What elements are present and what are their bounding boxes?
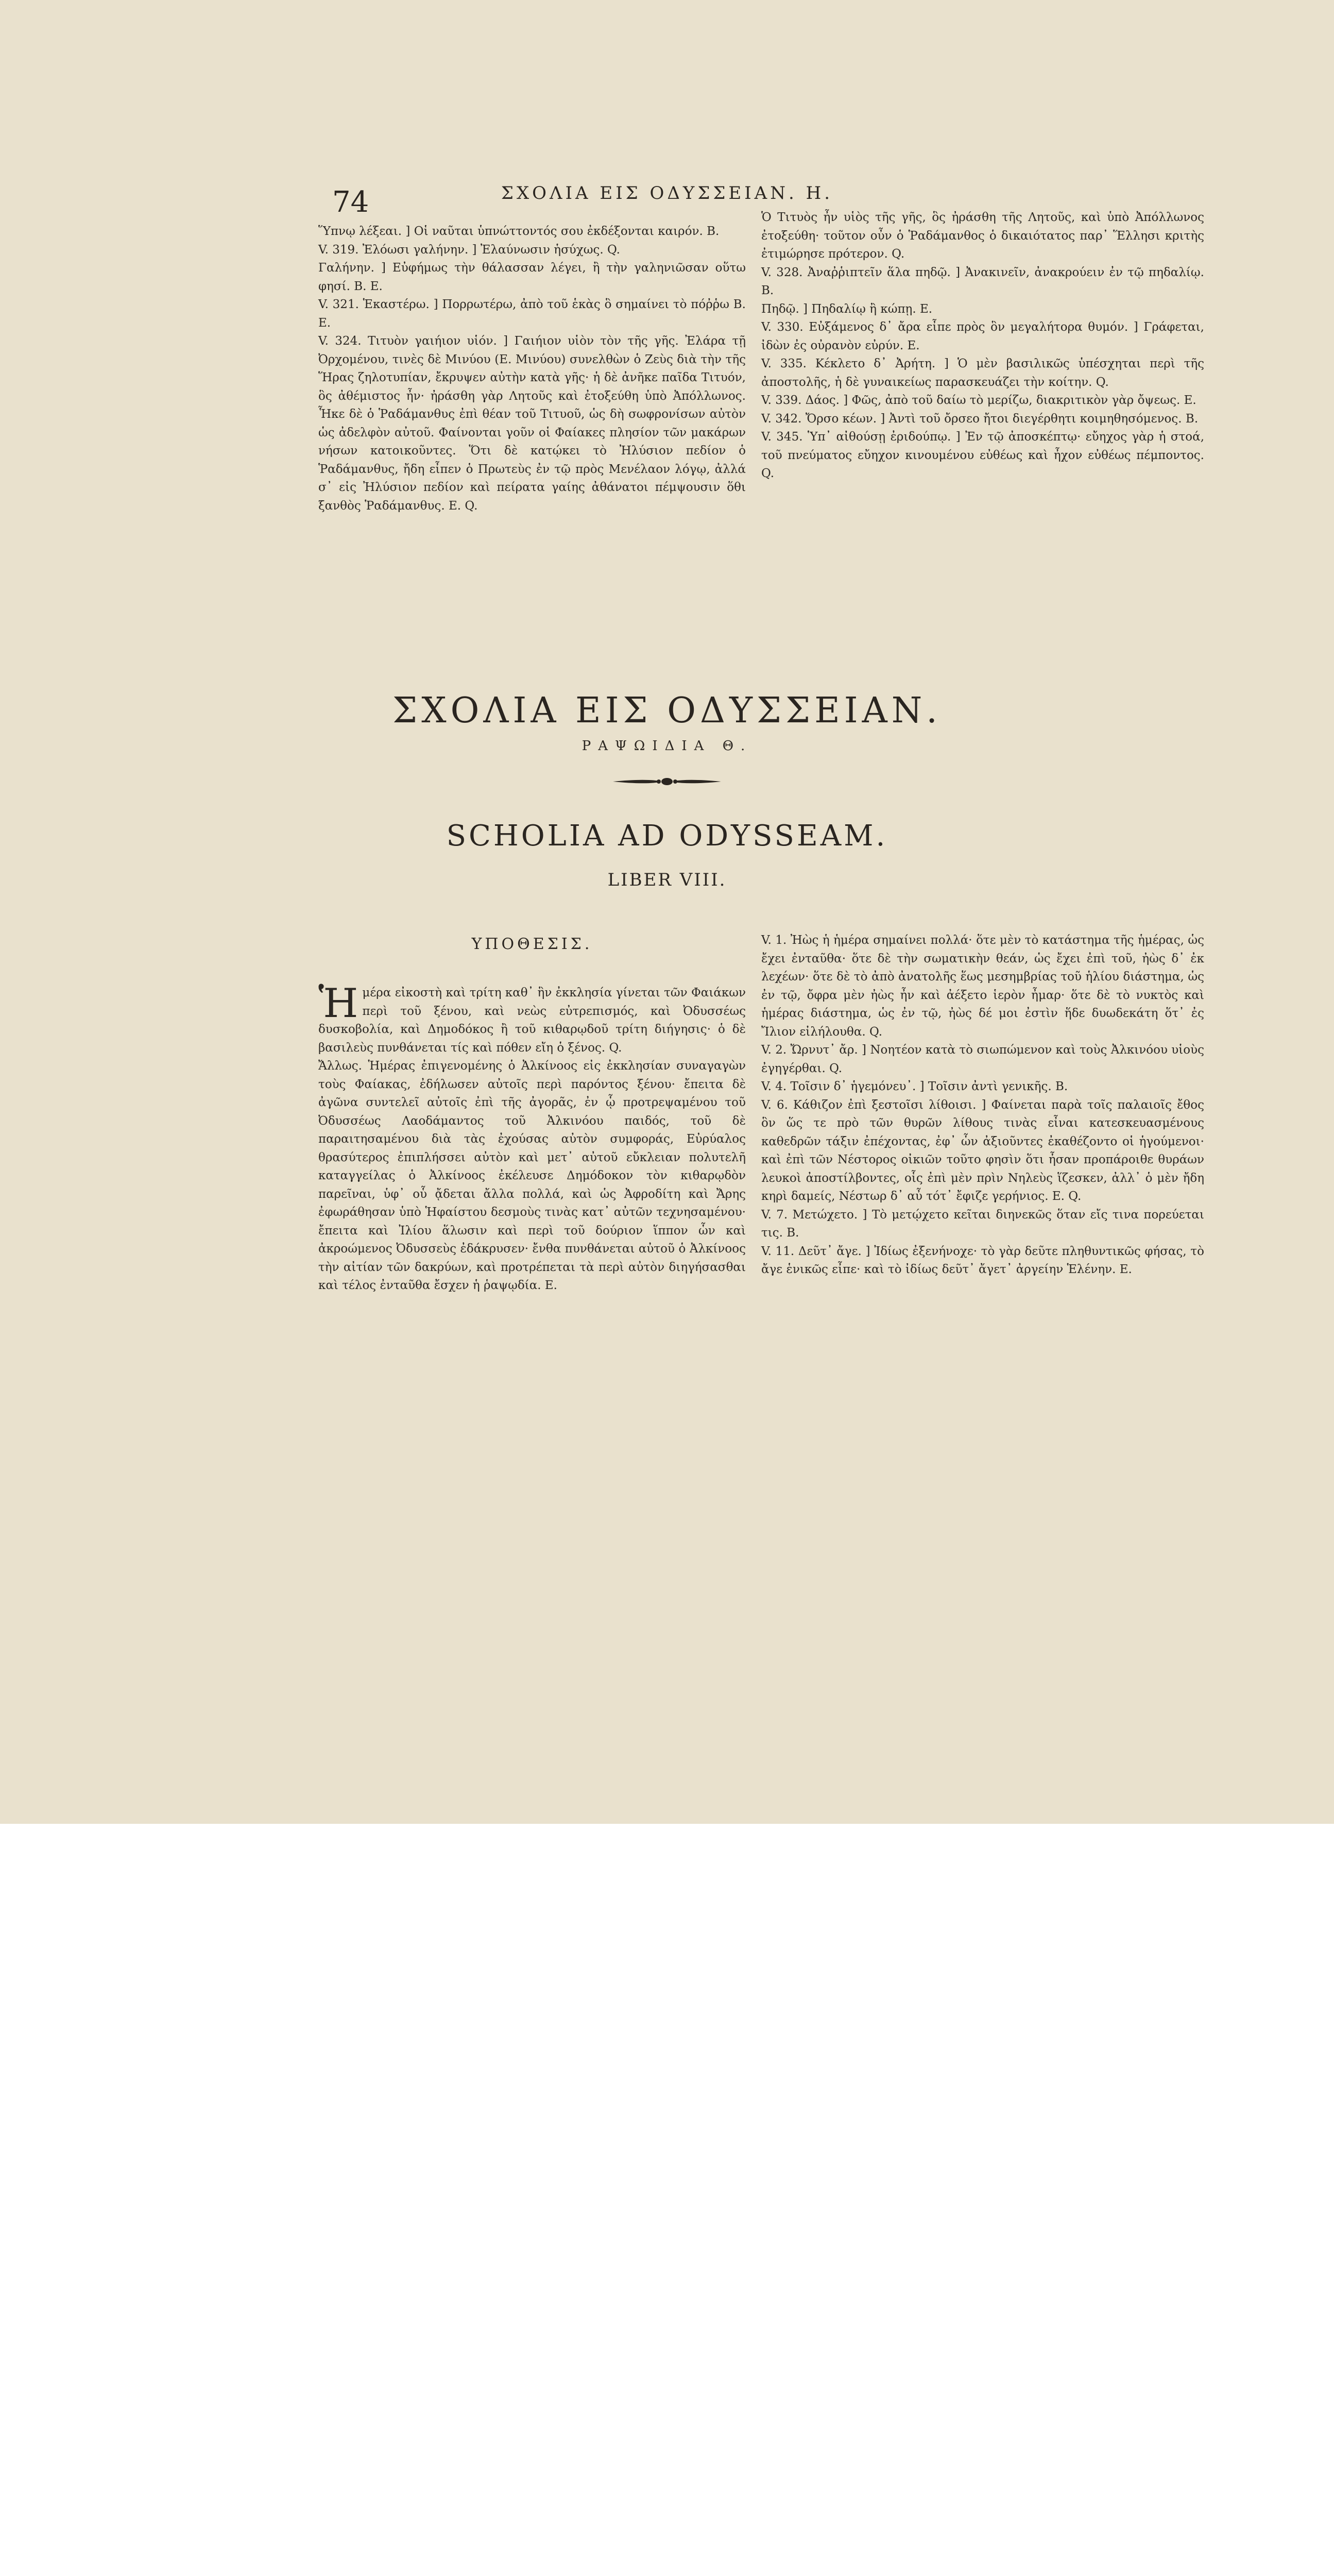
scholion: V. 1. Ἠὼς ἡ ἡμέρα σημαίνει πολλά· ὅτε μὲν τὸ κατάστημα τῆς ἡμέρας, ὡς ἔχει ἐνταῦθα· ὅτε δὲ τὴν σωματικὴν θεάν, ὡς ἔχει ἐπὶ τοῦ, ἠὼς δ᾽ ἐκ λεχέων· ὅτε δὲ τὸ ἀπὸ ἀνατολῆς ἕως μεσημβρίας τοῦ ἡλίου διάστημα, ὡς ἐν τῷ, ὄφρα μὲν ἠὼς ἦν καὶ ἀέξετο ἱερὸν ἦμαρ· ὅτε δὲ τὸ νυκτὸς καὶ ἡμέρας διάστημα, ὡς ἐν τῷ, ἠὼς δέ μοι ἐστὶν ἥδε δυωδεκάτη ὅτ᾽ ἐς Ἴλιον εἰλήλουθα. Q. (761, 934, 1204, 1039)
scholion: V. 342. Ὄρσο κέων. ] Ἀντὶ τοῦ ὄρσεο ἤτοι διεγέρθητι κοιμηθησόμενος. Β. (761, 412, 1199, 426)
scholion: V. 321. Ἑκαστέρω. ] Πορρωτέρω, ἀπὸ τοῦ ἑκὰς ὃ σημαίνει τὸ πόῤῥω Β. Ε. (318, 298, 746, 330)
hypothesis-text: Ἡμέρα εἰκοστὴ καὶ τρίτη καθ᾽ ἣν ἐκκλησία γίνεται τῶν Φαιάκων περὶ τοῦ ξένου, καὶ νεὼς εὐτρεπισμός, καὶ Ὀδυσσέως δυσκοβολία, καὶ Δημοδόκος ἢ τοῦ κιθαρῳδοῦ τρίτη διήγησις· ὁ δὲ βασιλεὺς πυνθάνεται τίς καὶ πόθεν εἴη ὁ ξένος. Q. (318, 980, 746, 1055)
page-number: 74 (332, 185, 369, 219)
scholion: Ὕπνῳ λέξεαι. ] Οἱ ναῦται ὑπνώττοντός σου ἐκδέξονται καιρόν. Β. (318, 225, 720, 238)
section-latin-subtitle: LIBER VIII. (607, 870, 727, 890)
scholion: V. 2. Ὤρνυτ᾽ ἄρ. ] Νοητέον κατὰ τὸ σιωπώμενον καὶ τοὺς Ἀλκινόου υἱοὺς ἐγηγέρθαι. Q. (761, 1043, 1204, 1075)
scholion: V. 6. Κάθιζον ἐπὶ ξεστοῖσι λίθοισι. ] Φαίνεται παρὰ τοῖς παλαιοῖς ἔθος ὃν ὥς τε πρὸ τῶν θυρῶν λίθους τινὰς εἶναι κατεσκευασμένους καθεδρῶν τάξιν ἐπέχοντας, ἐφ᾽ ὧν ἀξιοῦντες ἐκαθέζοντο οἱ ἡγούμενοι· καὶ ἐπὶ τῶν Νέστορος οἰκιῶν τοῦτο φησὶν ὅτι ἦσαν προπάροιθε θυράων λευκοὶ ἀποστίλβοντες, οἷς ἐπὶ μὲν πρὶν Νηλεὺς ἵζεσκεν, ἀλλ᾽ ὁ μὲν ἤδη κηρὶ δαμείς, Νέστωρ δ᾽ αὖ τότ᾽ ἔφιζε γερήνιος. Ε. Q. (761, 1098, 1204, 1203)
scholion: V. 330. Εὐξάμενος δ᾽ ἄρα εἶπε πρὸς ὃν μεγαλήτορα θυμόν. ] Γράφεται, ἰδὼν ἐς οὐρανὸν εὐρύν. Ε. (761, 320, 1204, 352)
scholion: V. 339. Δάος. ] Φῶς, ἀπὸ τοῦ δαίω τὸ μερίζω, διακριτικὸν γὰρ ὄψεως. Ε. (761, 394, 1196, 407)
hypothesis-heading: ΥΠΟΘΕΣΙΣ. (471, 935, 593, 953)
ornament-rule (613, 774, 721, 789)
section-latin-title: SCHOLIA AD ODYSSEAM. (446, 819, 888, 853)
scholion: V. 319. Ἐλόωσι γαλήνην. ] Ἐλαύνωσιν ἡσύχως. Q. (318, 243, 620, 257)
bottom-left-column (318, 980, 746, 1295)
running-head: ΣΧΟΛΙΑ ΕΙΣ ΟΔΥΣΣΕΙΑΝ. Η. (501, 183, 833, 204)
scholion: V. 4. Τοῖσιν δ᾽ ἡγεμόνευ᾽. ] Τοῖσιν ἀντὶ γενικῆς. Β. (761, 1080, 1068, 1093)
section-greek-title: ΣΧΟΛΙΑ ΕΙΣ ΟΔΥΣΣΕΙΑΝ. (392, 690, 942, 731)
scholion: V. 324. Τιτυὸν γαιήιον υἱόν. ] Γαιήιον υἱὸν τὸν τῆς γῆς. Ἐλάρα τῇ Ὀρχομένου, τινὲς δὲ Μινύου (Ε. Μινύου) συνελθὼν ὁ Ζεὺς διὰ τὴν τῆς Ἥρας ζηλοτυπίαν, ἔκρυψεν αὐτὴν κατὰ γῆς· ἡ δὲ ἀνῆκε παῖδα Τιτυόν, ὃς ἀθέμιστος ἦν· ἠράσθη γὰρ Λητοῦς καὶ ἐτοξεύθη ὑπὸ Ἀπόλλωνος. Ἧκε δὲ ὁ Ῥαδάμανθυς ἐπὶ θέαν τοῦ Τιτυοῦ, ὡς δὴ σωφρονίσων αὐτὸν ὡς ἀδελφὸν αὐτοῦ. Φαίνονται γοῦν οἱ Φαίακες πλησίον τῶν μακάρων νήσων κατοικοῦντες. Ὅτι δὲ κατῴκει τὸ Ἠλύσιον πεδίον ὁ Ῥαδάμανθυς, ἤδη εἶπεν ὁ Πρωτεὺς ἐν τῷ πρὸς Μενέλαον λόγῳ, ἀλλά σ᾽ εἰς Ἠλύσιον πεδίον καὶ πείρατα γαίης ἀθάνατοι πέμψουσιν ὅθι ξανθὸς Ῥαδάμανθυς. Ε. Q. (318, 334, 746, 513)
hypothesis-text-alt: Ἄλλως. Ἡμέρας ἐπιγενομένης ὁ Ἀλκίνοος εἰς ἐκκλησίαν συναγαγὼν τοὺς Φαίακας, ἐδήλωσεν αὐτοῖς περὶ παρόντος ξένου· ἔπειτα δὲ ἀγῶνα συντελεῖ αὐτοῖς ἐπὶ τῆς ἀγορᾶς, ἐν ᾧ προτρεψαμένου τοῦ Ὀδυσσέως Λαοδάμαντος τοῦ Ἀλκινόου παιδός, τοῦ δὲ παραιτησαμένου διὰ τὰς ἐχούσας αὐτὸν συμφοράς, Εὐρύαλος θρασύτερος ἐπιπλήσσει αὐτὸν καὶ μετ᾽ αὐτοῦ εὔκλειαν πολυτελῆ καταγγείλας ὁ Ἀλκίνοος ἐκέλευσε Δημόδοκον τὸν κιθαρῳδὸν παρεῖναι, ὑφ᾽ οὗ ᾄδεται ἄλλα πολλά, καὶ ὡς Ἀφροδίτη καὶ Ἄρης ἐφωράθησαν ὑπὸ Ἡφαίστου δεσμοὺς τινὰς κατ᾽ αὐτῶν τεχνησαμένου· ἔπειτα καὶ Ἰλίου ἅλωσιν καὶ περὶ τοῦ δούριον ἵππον ὧν καὶ ἀκροώμενος Ὀδυσσεὺς ἐδάκρυσεν· ἔνθα πυνθάνεται αὐτοῦ ὁ Ἀλκίνοος τὴν αἰτίαν τῶν δακρύων, καὶ προτρέπεται τὰ περὶ αὐτὸν διηγήσασθαι καὶ τέλος ἐνταῦθα ἔσχεν ἡ ῥαψῳδία. Ε. (318, 1059, 746, 1292)
scholion: V. 328. Ἀναῤῥιπτεῖν ἅλα πηδῷ. ] Ἀνακινεῖν, ἀνακρούειν ἐν τῷ πηδαλίῳ. Β. (761, 265, 1204, 297)
scholion: V. 345. Ὑπ᾽ αἰθούσῃ ἐριδούπῳ. ] Ἐν τῷ ἀποσκέπτῳ· εὔηχος γὰρ ἡ στοά, τοῦ πνεύματος εὔηχον κινουμένου εὐθέως καὶ ἦχον εὐθέως πέμποντος. Q. (761, 430, 1204, 480)
scholion: V. 7. Μετώχετο. ] Τὸ μετῴχετο κεῖται διηνεκῶς ὅταν εἴς τινα πορεύεται τις. Β. (761, 1208, 1204, 1240)
scholion: Ὁ Τιτυὸς ἦν υἱὸς τῆς γῆς, ὃς ἠράσθη τῆς Λητοῦς, καὶ ὑπὸ Ἀπόλλωνος ἐτοξεύθη· τοῦτον οὖν ὁ Ῥαδάμανθος ὁ δικαιότατος παρ᾽ Ἕλλησι κριτὴς ἐτιμώρησε πρότερον. Q. (761, 211, 1204, 261)
scholion: V. 11. Δεῦτ᾽ ἄγε. ] Ἰδίως ἐξενήνοχε· τὸ γὰρ δεῦτε πληθυντικῶς φήσας, τὸ ἄγε ἑνικῶς εἶπε· καὶ τὸ ἰδίως δεῦτ᾽ ἄγετ᾽ ἀργείην Ἑλένην. Ε. (761, 1244, 1204, 1276)
scholion: V. 335. Κέκλετο δ᾽ Ἀρήτη. ] Ὁ μὲν βασιλικῶς ὑπέσχηται περὶ τῆς ἀποστολῆς, ἡ δὲ γυναικείως παρασκευάζει τὴν κοίτην. Q. (761, 357, 1204, 389)
section-greek-subtitle: ΡΑΨΩΙΔΙΑ Θ. (582, 738, 752, 754)
scholion: Πηδῷ. ] Πηδαλίῳ ἢ κώπῃ. Ε. (761, 302, 933, 316)
scholion: Γαλήνην. ] Εὐφήμως τὴν θάλασσαν λέγει, ἢ τὴν γαληνιῶσαν οὕτω φησί. Β. Ε. (318, 261, 746, 293)
viewer-footer (0, 1824, 1334, 1937)
bottom-right-column (761, 931, 1204, 1279)
top-left-column (318, 223, 746, 515)
top-right-column (761, 209, 1204, 483)
